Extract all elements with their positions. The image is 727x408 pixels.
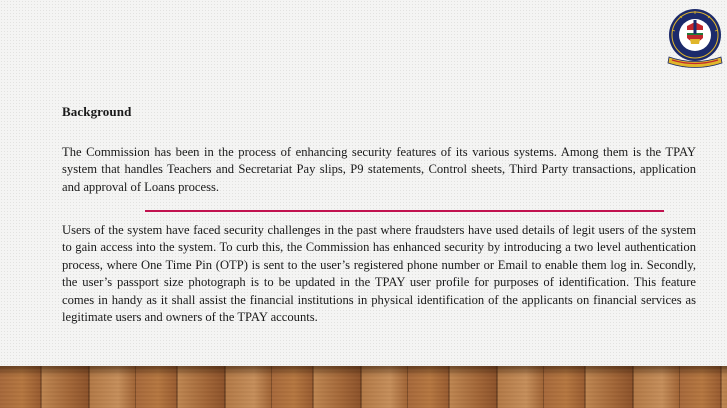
paragraph-security: Users of the system have faced security challenges in the past where fraudsters have used details of legit users of the system to gain access into the system. To curb this, the Commission has enhanced security by introducing a two level authentication process, where One Time Pin (OTP) is sent to the user’s registered phone number or Email to enable them log in. Secondly, the user’s passport size photograph is to be updated in the TPAY user profile for purposes of identification. This feature comes in handy as it shall assist the financial institutions in physical identification of the applicants on financial services as legitimate users and owners of the TPAY accounts. bbox=[62, 223, 696, 325]
wood-floor-decoration bbox=[0, 366, 727, 408]
paragraph-intro: The Commission has been in the process of enhancing security features of its various systems. Among them is the TPAY system that handles Teachers and Secretariat Pay slips, P9 statements, Control sheets, Third Party transactions, application and approval of Loans process. bbox=[62, 145, 696, 194]
tsc-logo-icon bbox=[666, 8, 724, 72]
section-heading: Background bbox=[62, 104, 132, 119]
divider-line bbox=[145, 210, 664, 212]
